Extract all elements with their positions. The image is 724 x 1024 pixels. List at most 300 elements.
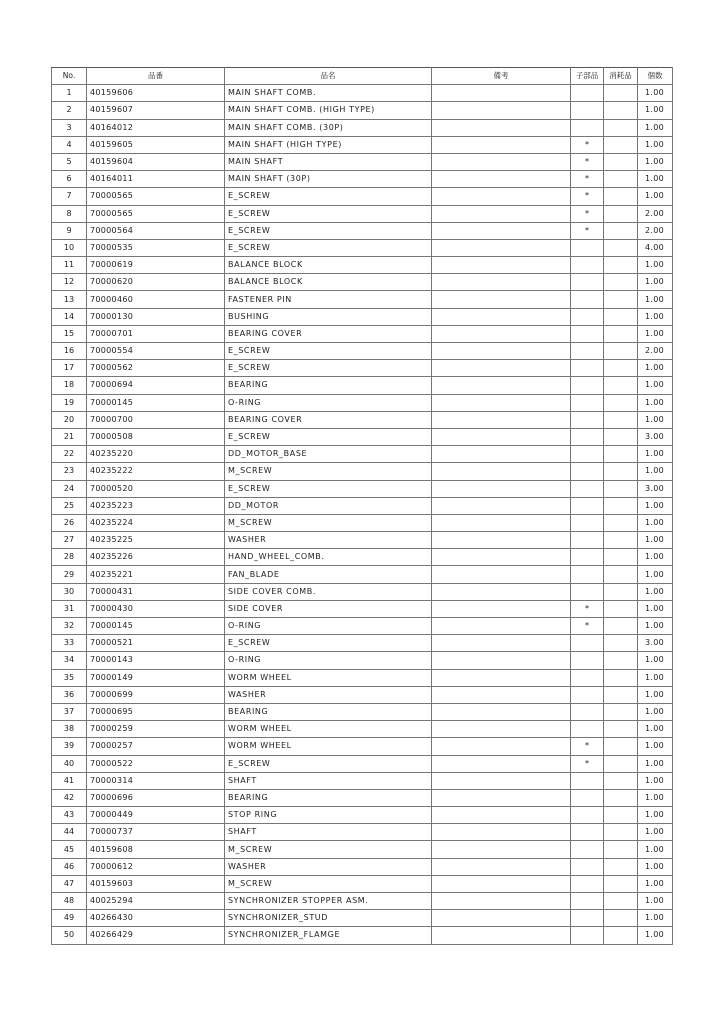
cell-remarks bbox=[432, 549, 571, 566]
cell-sub-part-mark bbox=[571, 463, 604, 480]
cell-part-number: 70000430 bbox=[87, 600, 225, 617]
cell-part-name: E_SCREW bbox=[225, 428, 432, 445]
cell-consumable-mark bbox=[604, 411, 638, 428]
cell-sub-part-mark bbox=[571, 119, 604, 136]
cell-no: 37 bbox=[52, 703, 87, 720]
cell-quantity: 1.00 bbox=[638, 119, 673, 136]
cell-part-number: 70000149 bbox=[87, 669, 225, 686]
cell-part-number: 40235225 bbox=[87, 532, 225, 549]
table-row bbox=[52, 927, 673, 944]
table-row bbox=[52, 377, 673, 394]
cell-no: 20 bbox=[52, 411, 87, 428]
table-row bbox=[52, 428, 673, 445]
column-header-no: No. bbox=[52, 68, 87, 85]
cell-part-number: 70000314 bbox=[87, 772, 225, 789]
cell-remarks bbox=[432, 325, 571, 342]
cell-sub-part-mark bbox=[571, 910, 604, 927]
cell-part-name: FAN_BLADE bbox=[225, 566, 432, 583]
table-row bbox=[52, 600, 673, 617]
cell-quantity: 1.00 bbox=[638, 789, 673, 806]
cell-quantity: 1.00 bbox=[638, 394, 673, 411]
cell-part-name: E_SCREW bbox=[225, 360, 432, 377]
column-header-consumable: 消耗品 bbox=[604, 68, 638, 85]
column-header-sub-part: 子部品 bbox=[571, 68, 604, 85]
cell-consumable-mark bbox=[604, 755, 638, 772]
cell-sub-part-mark bbox=[571, 239, 604, 256]
cell-no: 41 bbox=[52, 772, 87, 789]
cell-no: 25 bbox=[52, 497, 87, 514]
cell-part-name: SYNCHRONIZER STOPPER ASM. bbox=[225, 893, 432, 910]
table-row bbox=[52, 514, 673, 531]
cell-quantity: 1.00 bbox=[638, 910, 673, 927]
cell-quantity: 1.00 bbox=[638, 927, 673, 944]
cell-remarks bbox=[432, 789, 571, 806]
cell-part-name: SHAFT bbox=[225, 772, 432, 789]
cell-remarks bbox=[432, 824, 571, 841]
cell-part-name: M_SCREW bbox=[225, 463, 432, 480]
cell-part-number: 70000620 bbox=[87, 274, 225, 291]
cell-remarks bbox=[432, 635, 571, 652]
cell-part-name: DD_MOTOR bbox=[225, 497, 432, 514]
cell-sub-part-mark bbox=[571, 858, 604, 875]
cell-quantity: 3.00 bbox=[638, 635, 673, 652]
cell-quantity: 1.00 bbox=[638, 721, 673, 738]
cell-quantity: 1.00 bbox=[638, 136, 673, 153]
cell-part-name: O-RING bbox=[225, 394, 432, 411]
cell-consumable-mark bbox=[604, 325, 638, 342]
cell-quantity: 1.00 bbox=[638, 360, 673, 377]
cell-consumable-mark bbox=[604, 274, 638, 291]
cell-part-number: 40159603 bbox=[87, 875, 225, 892]
table-row bbox=[52, 789, 673, 806]
cell-part-name: HAND_WHEEL_COMB. bbox=[225, 549, 432, 566]
cell-part-number: 40025294 bbox=[87, 893, 225, 910]
cell-consumable-mark bbox=[604, 119, 638, 136]
cell-quantity: 1.00 bbox=[638, 102, 673, 119]
cell-quantity: 1.00 bbox=[638, 893, 673, 910]
cell-remarks bbox=[432, 205, 571, 222]
table-row bbox=[52, 893, 673, 910]
cell-remarks bbox=[432, 532, 571, 549]
cell-consumable-mark bbox=[604, 566, 638, 583]
cell-sub-part-mark bbox=[571, 497, 604, 514]
cell-remarks bbox=[432, 927, 571, 944]
table-row bbox=[52, 858, 673, 875]
cell-part-name: E_SCREW bbox=[225, 635, 432, 652]
cell-remarks bbox=[432, 893, 571, 910]
cell-no: 6 bbox=[52, 171, 87, 188]
table-row bbox=[52, 635, 673, 652]
cell-sub-part-mark bbox=[571, 686, 604, 703]
cell-sub-part-mark: * bbox=[571, 738, 604, 755]
table-row bbox=[52, 308, 673, 325]
cell-remarks bbox=[432, 755, 571, 772]
cell-remarks bbox=[432, 102, 571, 119]
cell-consumable-mark bbox=[604, 85, 638, 102]
cell-remarks bbox=[432, 480, 571, 497]
cell-part-number: 40266430 bbox=[87, 910, 225, 927]
cell-quantity: 1.00 bbox=[638, 686, 673, 703]
cell-sub-part-mark bbox=[571, 411, 604, 428]
table-row bbox=[52, 566, 673, 583]
cell-consumable-mark bbox=[604, 463, 638, 480]
cell-part-name: BALANCE BLOCK bbox=[225, 274, 432, 291]
cell-sub-part-mark bbox=[571, 875, 604, 892]
cell-part-number: 40159607 bbox=[87, 102, 225, 119]
cell-part-number: 70000449 bbox=[87, 807, 225, 824]
cell-sub-part-mark: * bbox=[571, 618, 604, 635]
cell-quantity: 1.00 bbox=[638, 875, 673, 892]
cell-no: 23 bbox=[52, 463, 87, 480]
table-row bbox=[52, 222, 673, 239]
cell-part-number: 70000145 bbox=[87, 394, 225, 411]
cell-consumable-mark bbox=[604, 480, 638, 497]
cell-sub-part-mark bbox=[571, 257, 604, 274]
cell-consumable-mark bbox=[604, 428, 638, 445]
cell-quantity: 1.00 bbox=[638, 497, 673, 514]
cell-part-name: O-RING bbox=[225, 618, 432, 635]
cell-part-name: SIDE COVER bbox=[225, 600, 432, 617]
cell-no: 3 bbox=[52, 119, 87, 136]
cell-consumable-mark bbox=[604, 600, 638, 617]
table-row bbox=[52, 686, 673, 703]
cell-quantity: 1.00 bbox=[638, 703, 673, 720]
cell-part-name: E_SCREW bbox=[225, 239, 432, 256]
cell-consumable-mark bbox=[604, 841, 638, 858]
cell-part-number: 40159605 bbox=[87, 136, 225, 153]
cell-remarks bbox=[432, 686, 571, 703]
cell-no: 43 bbox=[52, 807, 87, 824]
cell-no: 34 bbox=[52, 652, 87, 669]
cell-consumable-mark bbox=[604, 171, 638, 188]
cell-consumable-mark bbox=[604, 824, 638, 841]
cell-no: 35 bbox=[52, 669, 87, 686]
cell-part-number: 70000520 bbox=[87, 480, 225, 497]
table-row bbox=[52, 171, 673, 188]
table-row bbox=[52, 291, 673, 308]
cell-quantity: 2.00 bbox=[638, 222, 673, 239]
cell-no: 19 bbox=[52, 394, 87, 411]
cell-remarks bbox=[432, 566, 571, 583]
cell-no: 18 bbox=[52, 377, 87, 394]
cell-sub-part-mark: * bbox=[571, 600, 604, 617]
cell-quantity: 2.00 bbox=[638, 205, 673, 222]
cell-no: 50 bbox=[52, 927, 87, 944]
cell-no: 24 bbox=[52, 480, 87, 497]
cell-part-name: E_SCREW bbox=[225, 222, 432, 239]
cell-sub-part-mark bbox=[571, 325, 604, 342]
cell-no: 14 bbox=[52, 308, 87, 325]
cell-remarks bbox=[432, 858, 571, 875]
cell-no: 12 bbox=[52, 274, 87, 291]
cell-remarks bbox=[432, 85, 571, 102]
cell-sub-part-mark: * bbox=[571, 171, 604, 188]
cell-no: 2 bbox=[52, 102, 87, 119]
cell-remarks bbox=[432, 910, 571, 927]
cell-no: 29 bbox=[52, 566, 87, 583]
cell-part-number: 40235220 bbox=[87, 446, 225, 463]
cell-remarks bbox=[432, 772, 571, 789]
table-row bbox=[52, 239, 673, 256]
cell-part-name: MAIN SHAFT COMB. (30P) bbox=[225, 119, 432, 136]
cell-consumable-mark bbox=[604, 772, 638, 789]
cell-part-name: M_SCREW bbox=[225, 875, 432, 892]
cell-part-number: 70000612 bbox=[87, 858, 225, 875]
cell-part-name: BEARING bbox=[225, 789, 432, 806]
cell-remarks bbox=[432, 497, 571, 514]
cell-quantity: 1.00 bbox=[638, 738, 673, 755]
cell-part-number: 40159606 bbox=[87, 85, 225, 102]
cell-sub-part-mark bbox=[571, 360, 604, 377]
table-row bbox=[52, 153, 673, 170]
cell-part-name: SHAFT bbox=[225, 824, 432, 841]
table-row bbox=[52, 394, 673, 411]
cell-sub-part-mark bbox=[571, 428, 604, 445]
cell-remarks bbox=[432, 652, 571, 669]
cell-no: 22 bbox=[52, 446, 87, 463]
table-row bbox=[52, 360, 673, 377]
cell-remarks bbox=[432, 343, 571, 360]
cell-quantity: 1.00 bbox=[638, 514, 673, 531]
cell-consumable-mark bbox=[604, 858, 638, 875]
cell-part-name: BALANCE BLOCK bbox=[225, 257, 432, 274]
cell-consumable-mark bbox=[604, 497, 638, 514]
table-row bbox=[52, 807, 673, 824]
cell-part-number: 70000431 bbox=[87, 583, 225, 600]
cell-consumable-mark bbox=[604, 360, 638, 377]
cell-sub-part-mark bbox=[571, 549, 604, 566]
cell-sub-part-mark bbox=[571, 807, 604, 824]
cell-part-number: 70000565 bbox=[87, 188, 225, 205]
cell-remarks bbox=[432, 222, 571, 239]
cell-no: 7 bbox=[52, 188, 87, 205]
cell-remarks bbox=[432, 463, 571, 480]
cell-part-number: 40235223 bbox=[87, 497, 225, 514]
cell-part-name: E_SCREW bbox=[225, 343, 432, 360]
cell-part-name: E_SCREW bbox=[225, 755, 432, 772]
table-row bbox=[52, 532, 673, 549]
cell-part-number: 70000522 bbox=[87, 755, 225, 772]
cell-sub-part-mark bbox=[571, 274, 604, 291]
cell-quantity: 1.00 bbox=[638, 841, 673, 858]
cell-quantity: 1.00 bbox=[638, 618, 673, 635]
cell-consumable-mark bbox=[604, 738, 638, 755]
cell-sub-part-mark bbox=[571, 446, 604, 463]
table-row bbox=[52, 618, 673, 635]
table-row bbox=[52, 824, 673, 841]
cell-part-name: M_SCREW bbox=[225, 841, 432, 858]
cell-remarks bbox=[432, 308, 571, 325]
cell-consumable-mark bbox=[604, 583, 638, 600]
cell-no: 49 bbox=[52, 910, 87, 927]
cell-no: 4 bbox=[52, 136, 87, 153]
cell-consumable-mark bbox=[604, 257, 638, 274]
cell-no: 5 bbox=[52, 153, 87, 170]
cell-part-name: MAIN SHAFT (HIGH TYPE) bbox=[225, 136, 432, 153]
cell-consumable-mark bbox=[604, 669, 638, 686]
cell-part-name: BUSHING bbox=[225, 308, 432, 325]
cell-remarks bbox=[432, 738, 571, 755]
cell-consumable-mark bbox=[604, 153, 638, 170]
table-row bbox=[52, 721, 673, 738]
cell-quantity: 1.00 bbox=[638, 532, 673, 549]
cell-remarks bbox=[432, 721, 571, 738]
cell-quantity: 1.00 bbox=[638, 188, 673, 205]
cell-no: 21 bbox=[52, 428, 87, 445]
cell-sub-part-mark: * bbox=[571, 222, 604, 239]
cell-quantity: 3.00 bbox=[638, 428, 673, 445]
cell-sub-part-mark bbox=[571, 721, 604, 738]
table-row bbox=[52, 669, 673, 686]
cell-remarks bbox=[432, 153, 571, 170]
cell-sub-part-mark bbox=[571, 893, 604, 910]
table-row bbox=[52, 910, 673, 927]
cell-sub-part-mark bbox=[571, 703, 604, 720]
cell-remarks bbox=[432, 703, 571, 720]
cell-sub-part-mark bbox=[571, 841, 604, 858]
table-row bbox=[52, 772, 673, 789]
cell-no: 17 bbox=[52, 360, 87, 377]
cell-sub-part-mark bbox=[571, 480, 604, 497]
cell-quantity: 1.00 bbox=[638, 549, 673, 566]
cell-quantity: 1.00 bbox=[638, 824, 673, 841]
cell-remarks bbox=[432, 119, 571, 136]
cell-part-name: SYNCHRONIZER_FLAMGE bbox=[225, 927, 432, 944]
cell-sub-part-mark bbox=[571, 291, 604, 308]
cell-part-name: BEARING COVER bbox=[225, 411, 432, 428]
cell-no: 47 bbox=[52, 875, 87, 892]
cell-consumable-mark bbox=[604, 308, 638, 325]
cell-no: 10 bbox=[52, 239, 87, 256]
cell-quantity: 1.00 bbox=[638, 171, 673, 188]
cell-remarks bbox=[432, 807, 571, 824]
cell-part-number: 40164012 bbox=[87, 119, 225, 136]
cell-quantity: 1.00 bbox=[638, 583, 673, 600]
table-row bbox=[52, 205, 673, 222]
cell-sub-part-mark: * bbox=[571, 205, 604, 222]
cell-consumable-mark bbox=[604, 514, 638, 531]
cell-no: 38 bbox=[52, 721, 87, 738]
parts-list-table bbox=[51, 67, 673, 945]
table-row bbox=[52, 119, 673, 136]
cell-part-name: M_SCREW bbox=[225, 514, 432, 531]
cell-part-name: WASHER bbox=[225, 858, 432, 875]
cell-sub-part-mark bbox=[571, 772, 604, 789]
cell-quantity: 1.00 bbox=[638, 600, 673, 617]
cell-part-number: 70000619 bbox=[87, 257, 225, 274]
table-row bbox=[52, 875, 673, 892]
cell-part-number: 70000565 bbox=[87, 205, 225, 222]
cell-consumable-mark bbox=[604, 910, 638, 927]
table-row bbox=[52, 583, 673, 600]
cell-consumable-mark bbox=[604, 102, 638, 119]
cell-part-name: STOP RING bbox=[225, 807, 432, 824]
cell-consumable-mark bbox=[604, 618, 638, 635]
cell-quantity: 1.00 bbox=[638, 652, 673, 669]
cell-consumable-mark bbox=[604, 549, 638, 566]
cell-remarks bbox=[432, 514, 571, 531]
cell-remarks bbox=[432, 446, 571, 463]
cell-no: 28 bbox=[52, 549, 87, 566]
cell-consumable-mark bbox=[604, 394, 638, 411]
cell-part-name: E_SCREW bbox=[225, 205, 432, 222]
cell-no: 8 bbox=[52, 205, 87, 222]
cell-no: 36 bbox=[52, 686, 87, 703]
cell-part-number: 70000696 bbox=[87, 789, 225, 806]
cell-consumable-mark bbox=[604, 703, 638, 720]
table-row bbox=[52, 463, 673, 480]
cell-sub-part-mark bbox=[571, 394, 604, 411]
cell-sub-part-mark bbox=[571, 532, 604, 549]
cell-part-number: 40235224 bbox=[87, 514, 225, 531]
cell-no: 11 bbox=[52, 257, 87, 274]
cell-quantity: 1.00 bbox=[638, 257, 673, 274]
cell-no: 13 bbox=[52, 291, 87, 308]
cell-remarks bbox=[432, 377, 571, 394]
cell-no: 32 bbox=[52, 618, 87, 635]
table-row bbox=[52, 102, 673, 119]
cell-no: 48 bbox=[52, 893, 87, 910]
cell-consumable-mark bbox=[604, 893, 638, 910]
cell-sub-part-mark bbox=[571, 566, 604, 583]
cell-remarks bbox=[432, 171, 571, 188]
cell-part-number: 70000699 bbox=[87, 686, 225, 703]
cell-quantity: 1.00 bbox=[638, 858, 673, 875]
cell-no: 16 bbox=[52, 343, 87, 360]
cell-part-number: 40235222 bbox=[87, 463, 225, 480]
cell-sub-part-mark bbox=[571, 824, 604, 841]
cell-part-number: 40235226 bbox=[87, 549, 225, 566]
table-row bbox=[52, 343, 673, 360]
cell-part-name: WORM WHEEL bbox=[225, 721, 432, 738]
cell-quantity: 1.00 bbox=[638, 377, 673, 394]
cell-sub-part-mark bbox=[571, 514, 604, 531]
cell-quantity: 1.00 bbox=[638, 325, 673, 342]
cell-part-name: WORM WHEEL bbox=[225, 669, 432, 686]
cell-part-name: FASTENER PIN bbox=[225, 291, 432, 308]
cell-sub-part-mark bbox=[571, 669, 604, 686]
cell-no: 44 bbox=[52, 824, 87, 841]
cell-no: 9 bbox=[52, 222, 87, 239]
cell-quantity: 1.00 bbox=[638, 291, 673, 308]
cell-remarks bbox=[432, 583, 571, 600]
cell-consumable-mark bbox=[604, 875, 638, 892]
cell-remarks bbox=[432, 600, 571, 617]
table-row bbox=[52, 446, 673, 463]
cell-no: 39 bbox=[52, 738, 87, 755]
cell-sub-part-mark bbox=[571, 635, 604, 652]
cell-sub-part-mark bbox=[571, 85, 604, 102]
cell-part-number: 70000259 bbox=[87, 721, 225, 738]
cell-part-name: E_SCREW bbox=[225, 188, 432, 205]
cell-quantity: 1.00 bbox=[638, 669, 673, 686]
cell-remarks bbox=[432, 841, 571, 858]
cell-consumable-mark bbox=[604, 721, 638, 738]
cell-no: 45 bbox=[52, 841, 87, 858]
cell-part-number: 70000695 bbox=[87, 703, 225, 720]
cell-part-name: MAIN SHAFT bbox=[225, 153, 432, 170]
cell-no: 40 bbox=[52, 755, 87, 772]
table-row bbox=[52, 411, 673, 428]
cell-part-name: WASHER bbox=[225, 532, 432, 549]
table-row bbox=[52, 755, 673, 772]
cell-part-name: E_SCREW bbox=[225, 480, 432, 497]
cell-part-name: MAIN SHAFT (30P) bbox=[225, 171, 432, 188]
cell-consumable-mark bbox=[604, 652, 638, 669]
table-row bbox=[52, 549, 673, 566]
cell-consumable-mark bbox=[604, 532, 638, 549]
cell-quantity: 3.00 bbox=[638, 480, 673, 497]
